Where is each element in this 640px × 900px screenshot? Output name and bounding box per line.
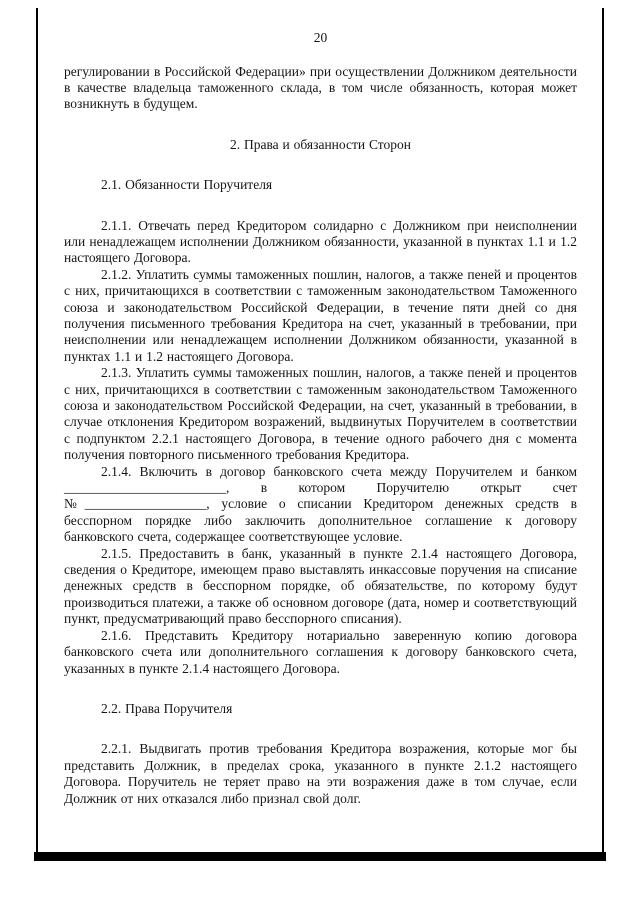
page-border-left [36, 8, 38, 854]
page-content [64, 30, 577, 807]
clause-2-1-2: 2.1.2. Уплатить суммы таможенных пошлин, налогов, а также пеней и процентов с них, причитающихся в соответствии с таможенным законодательством Таможенного союза и законодательством Российской Федерации, в течение пяти дней со дня получения письменного требования Кредитора на счет, указанный в требовании, при неисполнении или ненадлежащем исполнении Должником обязанности, указанной в пунктах 1.1 и 1.2 настоящего Договора. [64, 266, 577, 364]
page-border-bottom [34, 852, 606, 861]
subsection-heading-obligations: 2.1. Обязанности Поручителя [101, 177, 273, 193]
clause-2-1-6: 2.1.6. Представить Кредитору нотариально заверенную копию договора банковского счета или дополнительного соглашения к договору банковского счета, указанных в пункте 2.1.4 настоящего Договора. [64, 627, 577, 676]
clause-2-1-5: 2.1.5. Предоставить в банк, указанный в пункте 2.1.4 настоящего Договора, сведения о Кредиторе, имеющем право выставлять инкассовые поручения на списание денежных средств в бесспорном порядке, об обязательстве, по которому будут производиться платежи, а также об основном договоре (дата, номер и соответствующий пункт, предусматривающий право бесспорного списания). [64, 545, 577, 627]
section-heading-rights-and-obligations: 2. Права и обязанности Сторон [229, 136, 412, 152]
clause-2-1-4: 2.1.4. Включить в договор банковского счета между Поручителем и банком ________________________, в котором Поручителю открыт счет №__________________, условие о списании Кредитором денежных средств в бесспорном порядке либо заключить дополнительное соглашение к договору банковского счета, содержащее соответствующее условие. [64, 463, 577, 545]
clause-2-2-1: 2.2.1. Выдвигать против требования Кредитора возражения, которые мог бы представить Должник, в пределах срока, указанного в пункте 2.1.2 настоящего Договора. Поручитель не теряет право на эти возражения даже в том случае, если Должник от них отказался либо признал свой долг. [64, 741, 577, 806]
page-number: 20 [313, 30, 328, 45]
subsection-heading-rights: 2.2. Права Поручителя [101, 700, 233, 716]
page-border-right [602, 8, 604, 854]
clause-2-1-3: 2.1.3. Уплатить суммы таможенных пошлин, налогов, а также пеней и процентов с них, причитающихся в соответствии с таможенным законодательством Таможенного союза и законодательством Российской Федерации, на счет, указанный в требовании, в случае отклонения Кредитором возражений, выдвинутых Поручителем в соответствии с подпунктом 2.2.1 настоящего Договора, в течение одного рабочего дня с момента получения повторного письменного требования Кредитора. [64, 365, 577, 463]
clause-2-1-1: 2.1.1. Отвечать перед Кредитором солидарно с Должником при неисполнении или ненадлежащем исполнении Должником обязанности, указанной в пунктах 1.1 и 1.2 настоящего Договора. [64, 217, 577, 266]
paragraph-intro-continuation: регулировании в Российской Федерации» при осуществлении Должником деятельности в качестве владельца таможенного склада, в том числе обязанность, которая может возникнуть в будущем. [64, 63, 577, 112]
